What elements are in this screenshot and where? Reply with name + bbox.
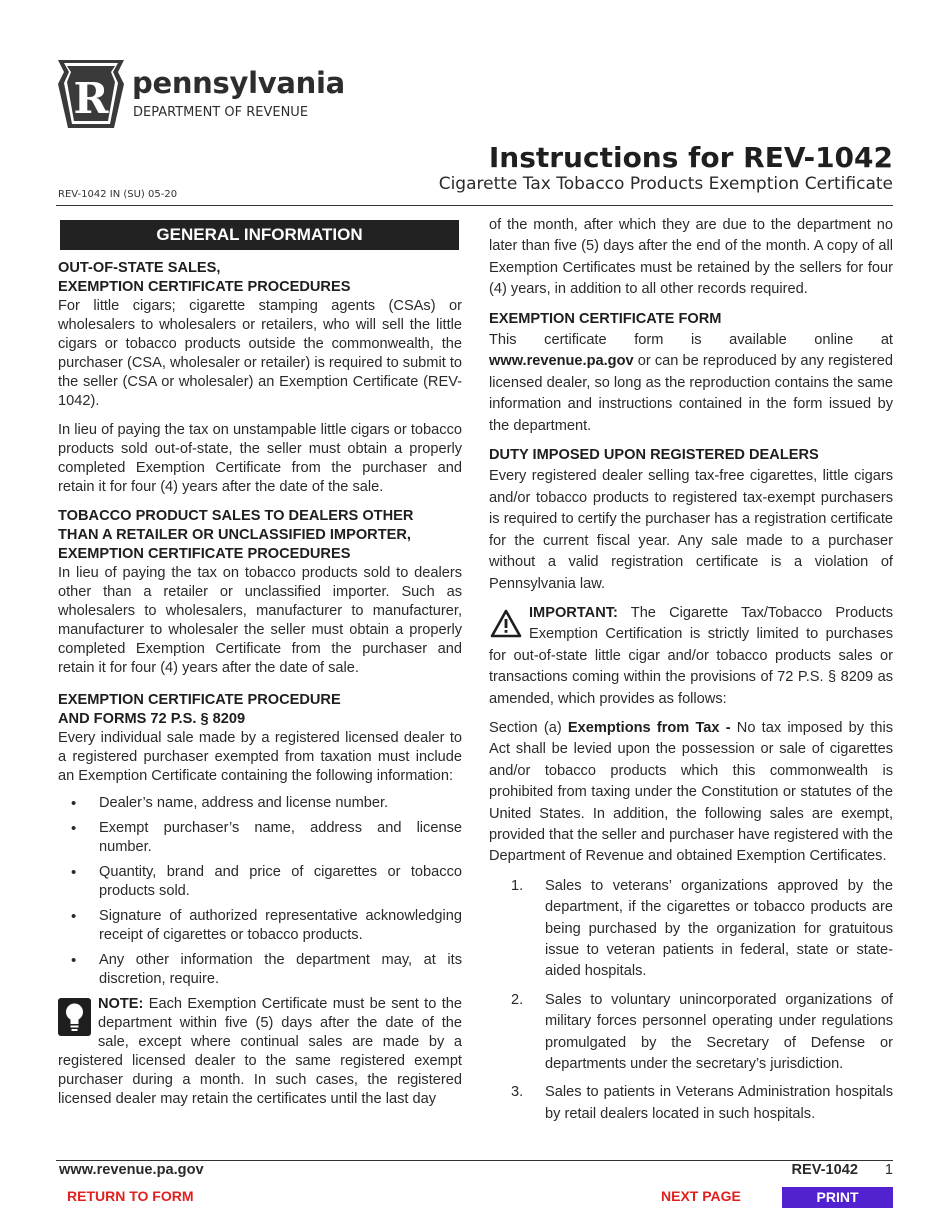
paragraph: Every individual sale made by a registered licensed dealer to a registered purchaser exempted from taxation must include an Exemption Certificate containing the following information: xyxy=(58,730,462,784)
revenue-website-link[interactable]: www.revenue.pa.gov xyxy=(489,353,634,370)
print-button[interactable]: PRINT xyxy=(782,1187,893,1208)
requirements-list xyxy=(58,794,462,989)
section-heading: TOBACCO PRODUCT SALES TO DEALERS OTHER THAN A RETAILER OR UNCLASSIFIED IMPORTER, EXEMPTION CERTIFICATE PROCEDURES xyxy=(58,508,414,562)
list-item: • Any other information the department may, at its discretion, require. xyxy=(58,951,462,989)
list-item: • Signature of authorized representative acknowledging receipt of cigarettes or tobacco products. xyxy=(58,907,462,945)
section-heading: EXEMPTION CERTIFICATE FORM xyxy=(489,310,722,327)
paragraph: In lieu of paying the tax on unstampable little cigars or tobacco products sold out-of-state, the seller must obtain a properly completed Exemption Certificate from the purchaser and retain it for four (4) years after the date of the sale. xyxy=(58,422,462,495)
page-number: 1 xyxy=(884,1162,893,1178)
left-column xyxy=(58,218,462,1109)
paragraph: In lieu of paying the tax on tobacco products sold to dealers other than a retailer or unclassified importer. Such as wholesalers to wholesalers, manufacturer to manufacturer, manufacturer to wholesaler the seller must obtain a properly completed Exemption Certificate from the purchaser and retain it for four (4) years after the date of sale. xyxy=(58,565,462,676)
list-item: 2. Sales to voluntary unincorporated organizations of military forces personnel operating under regulations promulgated by the Secretary of Defense or departments under the secretary’s jurisdiction. xyxy=(511,991,893,1073)
list-item: • Quantity, brand and price of cigarettes or tobacco products sold. xyxy=(58,863,462,901)
right-column xyxy=(489,215,893,1132)
logo-wordmark: pennsylvania xyxy=(132,66,345,100)
exemptions-list xyxy=(489,876,893,1125)
footer-divider xyxy=(56,1160,893,1161)
svg-text:R: R xyxy=(73,74,109,123)
footer-website-link[interactable]: www.revenue.pa.gov xyxy=(59,1162,204,1178)
paragraph: Every registered dealer selling tax-free cigarettes, little cigars and/or tobacco products to registered tax-exempt purchasers is required to certify the purchaser has a registration certificate for the current fiscal year. Any sale made to a purchaser without a valid registration certificate is a violation of Pennsylvania law. xyxy=(489,468,893,592)
list-item: • Dealer’s name, address and license number. xyxy=(58,794,462,813)
note-callout xyxy=(58,995,462,1109)
paragraph: This certificate form is available online at www.revenue.pa.gov or can be reproduced by any registered licensed dealer, so long as the reproduction contains the same information and instructions contained in the form issued by the department. xyxy=(489,332,894,434)
important-callout xyxy=(489,603,893,710)
paragraph: Section (a) Exemptions from Tax - No tax imposed by this Act shall be levied upon the possession or sale of cigarettes and/or tobacco products which this commonwealth is prohibited from taxing under the Constitution or statutes of the United States. In addition, the following sales are exempt, provided that the seller and purchaser have registered with the Department of Revenue and obtained Exemption Certificates. xyxy=(489,719,894,865)
document-title: Instructions for REV-1042 xyxy=(488,141,893,174)
footer-form-number: REV-1042 xyxy=(791,1162,858,1178)
section-heading: OUT-OF-STATE SALES, EXEMPTION CERTIFICATE PROCEDURES xyxy=(58,260,351,295)
lightbulb-icon xyxy=(58,998,91,1036)
note-label: NOTE: xyxy=(98,996,144,1012)
logo-department: DEPARTMENT OF REVENUE xyxy=(133,105,309,120)
list-item: 3. Sales to patients in Veterans Administration hospitals by retail dealers located in such hospitals. xyxy=(511,1084,893,1122)
paragraph: For little cigars; cigarette stamping agents (CSAs) or wholesalers to wholesalers or retailers, who will sell the little cigars or tobacco products outside the commonwealth, the purchaser (CSA, wholesaler or retailer) is required to submit to the seller (CSA or wholesaler) an Exemption Certificate (REV-1042). xyxy=(58,298,462,409)
keystone-logo-icon xyxy=(56,60,126,128)
important-text: The Cigarette Tax/Tobacco Products Exemption Certification is strictly limited to purchases for out-of-state little cigar and/or tobacco products sales or transactions coming within the provisions of 72 P.S. § 8209 as amended, which provides as follows: xyxy=(489,604,893,707)
header-divider xyxy=(56,205,893,206)
document-subtitle: Cigarette Tax Tobacco Products Exemption Certificate xyxy=(438,174,893,194)
section-banner: GENERAL INFORMATION xyxy=(60,220,459,250)
list-item: • Exempt purchaser’s name, address and license number. xyxy=(58,819,462,857)
next-page-button[interactable]: NEXT PAGE xyxy=(661,1188,741,1204)
pa-revenue-logo xyxy=(56,60,346,130)
form-code: REV-1042 IN (SU) 05-20 xyxy=(58,189,178,200)
section-heading: EXEMPTION CERTIFICATE PROCEDURE AND FORMS 72 P.S. § 8209 xyxy=(58,692,341,727)
important-label: IMPORTANT: xyxy=(529,604,618,621)
warning-icon xyxy=(489,606,523,640)
note-text: Each Exemption Certificate must be sent to the department within five (5) days after the date of the sale, except where continual sales are made by a registered licensed dealer to the same registered exempt purchaser during a month. In such cases, the registered licensed dealer may retain the certificates until the last day xyxy=(58,996,462,1107)
list-item: 1. Sales to veterans’ organizations approved by the department, if the cigarettes or tobacco products are being purchased by the organization for gratuitous issue to veteran patients in federal, state or state-aided hospitals. xyxy=(511,877,893,980)
return-to-form-button[interactable]: RETURN TO FORM xyxy=(67,1188,194,1204)
paragraph: of the month, after which they are due to the department no later than five (5) days after the end of the month. A copy of all Exemption Certificates must be retained by the sellers for four (4) years, in addition to all other records required. xyxy=(489,217,893,298)
section-heading: DUTY IMPOSED UPON REGISTERED DEALERS xyxy=(489,447,819,464)
